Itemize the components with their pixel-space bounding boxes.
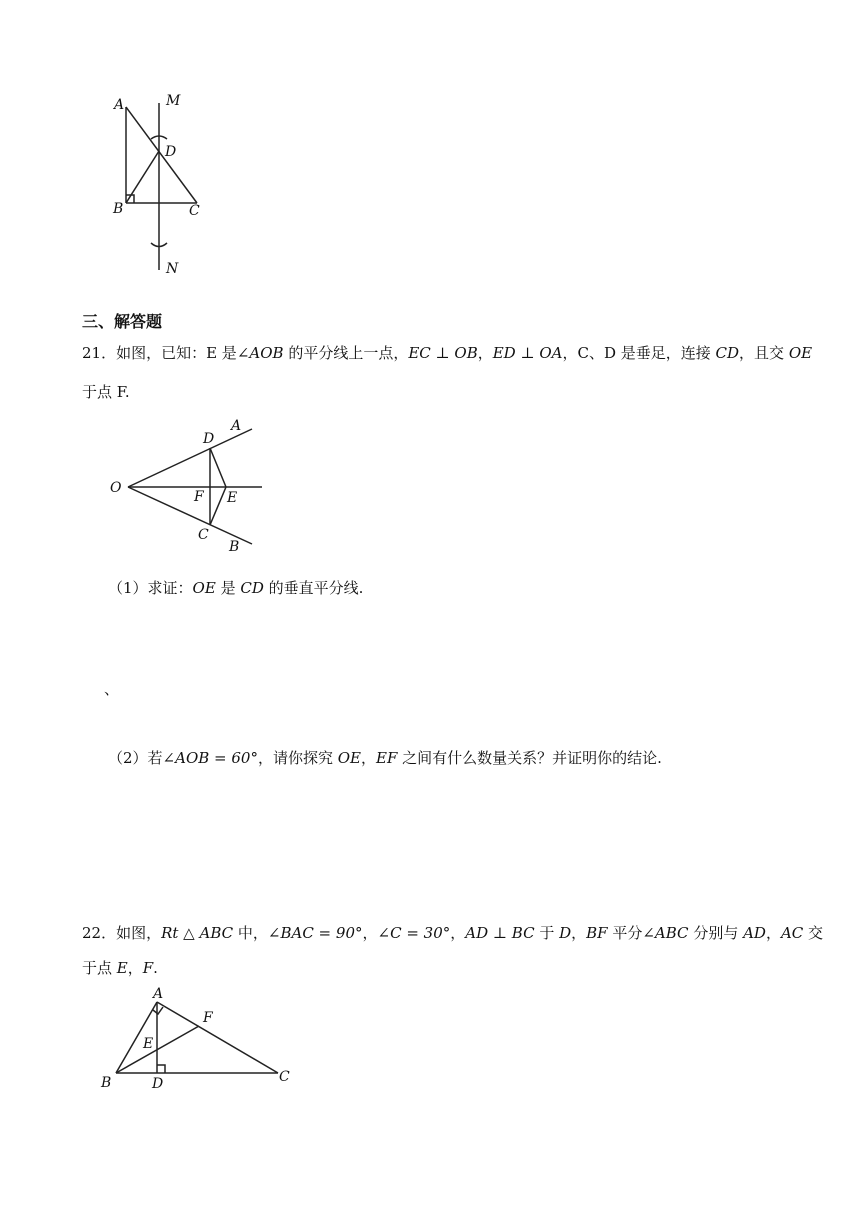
q22-prefix: 22．如图，: [82, 924, 162, 942]
q22-angle-c: ∠C = 30°: [377, 924, 451, 942]
right-angle-mark-a: [153, 1007, 163, 1014]
label-e: E: [227, 490, 238, 506]
q21-text-mid3: ，且交: [739, 344, 789, 362]
q22-sep4: ，: [765, 924, 781, 942]
q22-line2: [82, 957, 158, 979]
q21-line1: [82, 342, 812, 364]
q22-sep3: ，: [571, 924, 587, 942]
q21-part2: [108, 747, 662, 769]
q22-d: D: [559, 924, 572, 942]
q22-sep1: ，: [362, 924, 378, 942]
q21-ed-perp-oa: ED ⊥ OA: [492, 344, 563, 362]
q21-part2-ef: EF: [376, 749, 398, 767]
q22-mid1: 中，: [233, 924, 268, 942]
q22-sep5: ，: [127, 959, 143, 977]
q21-part2-mid: ，请你探究: [257, 749, 338, 767]
q22-ac: AC: [780, 924, 804, 942]
q22-mid2: 于: [534, 924, 560, 942]
section-title: 三、解答题: [82, 312, 163, 331]
label-f: F: [203, 1010, 213, 1026]
q22-suffix: 交: [803, 924, 824, 942]
q21-part1-mid: 是: [215, 579, 241, 597]
q21-part2-suffix: 之间有什么数量关系？并证明你的结论.: [397, 749, 662, 767]
q21-line2: 于点 F.: [82, 383, 130, 401]
label-c: C: [279, 1069, 290, 1085]
label-a: A: [153, 986, 164, 1002]
stray-mark: 、: [104, 680, 120, 698]
q22-rt-abc: Rt △ ABC: [161, 924, 234, 942]
q22-ad: AD: [743, 924, 766, 942]
q22-mid3: 平分: [607, 924, 643, 942]
figure-top-triangle: [100, 85, 230, 285]
q21-part1-oe: OE: [192, 579, 216, 597]
q22-e: E: [116, 959, 128, 977]
label-b: B: [101, 1075, 112, 1091]
label-b: B: [113, 201, 124, 217]
label-c: C: [189, 203, 200, 219]
q22-bf: BF: [586, 924, 608, 942]
q21-oe: OE: [788, 344, 813, 362]
segment-ac: [126, 107, 197, 203]
label-d: D: [203, 431, 215, 447]
q21-text-mid2: ，C、D 是垂足，连接: [562, 344, 716, 362]
right-angle-mark-d: [157, 1065, 165, 1073]
q21-part2-sep: ，: [361, 749, 377, 767]
label-b: B: [229, 539, 240, 555]
label-a: A: [114, 97, 125, 113]
q22-f: F: [142, 959, 154, 977]
q21-text-prefix: 21．如图，已知：E 是: [82, 344, 237, 362]
q22-sep2: ，: [450, 924, 466, 942]
figure-q21-angle-bisector: [100, 415, 280, 560]
q22-angle-abc: ∠ABC: [642, 924, 689, 942]
segment-de: [210, 448, 226, 487]
ray-oa: [128, 429, 252, 487]
q22-angle-bac: ∠BAC = 90°: [267, 924, 363, 942]
label-d: D: [152, 1076, 164, 1092]
label-o: O: [110, 480, 122, 496]
label-c: C: [198, 527, 209, 543]
q21-text-mid: 的平分线上一点，: [283, 344, 409, 362]
q21-angle-aob: ∠AOB: [236, 344, 284, 362]
q22-line2-prefix: 于点: [82, 959, 117, 977]
q21-part2-prefix: （2）若: [108, 749, 163, 767]
q21-part2-oe: OE: [337, 749, 361, 767]
label-m: M: [166, 93, 181, 109]
label-f: F: [194, 489, 204, 505]
q21-part1: [108, 577, 363, 599]
label-d: D: [165, 144, 177, 160]
figure-q22-right-triangle: [95, 982, 305, 1092]
label-n: N: [166, 261, 179, 277]
q21-part1-prefix: （1）求证：: [108, 579, 193, 597]
segment-ac: [157, 1002, 278, 1073]
q21-ec-perp-ob: EC ⊥ OB: [408, 344, 478, 362]
q21-part2-angle: ∠AOB = 60°: [162, 749, 258, 767]
label-e: E: [143, 1036, 154, 1052]
label-a: A: [231, 418, 242, 434]
q22-ad-perp-bc: AD ⊥ BC: [465, 924, 535, 942]
q22-line2-suffix: .: [153, 959, 158, 977]
q22-line1: [82, 922, 823, 944]
q21-sep: ，: [477, 344, 493, 362]
q21-part1-cd: CD: [240, 579, 264, 597]
q21-part1-suffix: 的垂直平分线.: [263, 579, 364, 597]
q21-cd: CD: [715, 344, 740, 362]
segment-ec: [210, 487, 226, 525]
q22-mid4: 分别与: [688, 924, 744, 942]
